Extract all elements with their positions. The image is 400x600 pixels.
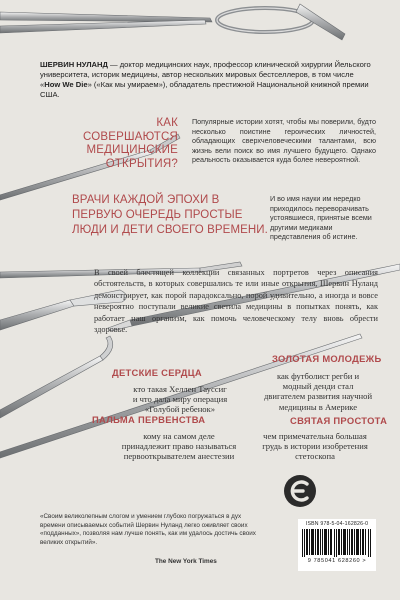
question-heading: КАК СОВЕРШАЮТСЯ МЕДИЦИНСКИЕ ОТКРЫТИЯ? (82, 117, 178, 170)
isbn-text: ISBN 978-5-04-162826-0 (305, 521, 369, 527)
section-heading-palm: ПАЛЬМА ПЕРВЕНСТВА (92, 414, 206, 425)
author-book-title: How We Die (44, 80, 88, 89)
author-bio (40, 60, 375, 100)
barcode (298, 519, 376, 571)
review-source: The New York Times (155, 558, 217, 565)
barcode-bars (301, 529, 373, 557)
section-text-golden-youth: как футболист регби и модный денди стал двигателем развития научной медицины в Америке (263, 371, 373, 412)
section-heading-golden-youth: ЗОЛОТАЯ МОЛОДЕЖЬ (272, 353, 382, 364)
intro-paragraph: Популярные истории хотят, чтобы мы поверили, будто несколько поистине героических личностей, обладающих сверхчеловеческими талантами, всю жизнь вели поиск во имя лучшего будущего. Однако реальность оказывается куда более невероятной. (192, 117, 376, 165)
description-paragraph: В своей блестящей коллекции связанных портретов через описания обстоятельств, в которых совершались те или иные открытия, Шервин Нуланд демонстрирует, как порой парадоксально, порой удивительно, а иногда и вовсе невероятно поступали великие светила медицины в попытках понять, как работает наш организм, как помочь человеческому телу вновь обрести здоровье. (94, 268, 378, 335)
section-text-holy-simplicity: чем примечательна большая грудь в истории изобретения стетоскопа (262, 431, 368, 462)
barcode-number: 9 785041 628260 > (307, 558, 367, 564)
section-heading-holy-simplicity: СВЯТАЯ ПРОСТОТА (290, 415, 388, 426)
main-headline: ВРАЧИ КАЖДОЙ ЭПОХИ В ПЕРВУЮ ОЧЕРЕДЬ ПРОСТЫЕ ЛЮДИ И ДЕТИ СВОЕГО ВРЕМЕНИ. (72, 194, 268, 236)
author-name: ШЕРВИН НУЛАНД (40, 60, 108, 69)
forceps-top-icon (0, 4, 345, 40)
secondary-paragraph: И во имя науки им нередко приходилось переворачивать устоявшиеся, принятые всеми другими медиками представления об истине. (270, 194, 372, 242)
hook-probe-icon (0, 336, 113, 418)
review-quote: «Своим великолепным слогом и умением глубоко погружаться в дух времени описываемых событий Шервин Нуланд легко оживляет своих «подданных», позволяя нам лучше понять, как им удалось достичь своих великих открытий». (40, 513, 256, 546)
author-bio-text-2: » («Как мы умираем»), обладатель престижной Национальной книжной премии США. (40, 80, 369, 99)
section-text-palm: кому на самом деле принадлежит право называться первооткрывателем анестезии (121, 431, 237, 462)
publisher-logo-icon (283, 474, 317, 508)
section-text-children-hearts: кто такая Хеллен Тауссиг и что дала миру операция «Голубой ребенок» (132, 384, 228, 415)
section-heading-children-hearts: ДЕТСКИЕ СЕРДЦА (112, 367, 202, 378)
author-bio-text-1: — доктор медицинских наук, профессор клинической хирургии Йельского университета, историк медицины, автор нескольких мировых бестселлеров, в том числе « (40, 60, 371, 89)
